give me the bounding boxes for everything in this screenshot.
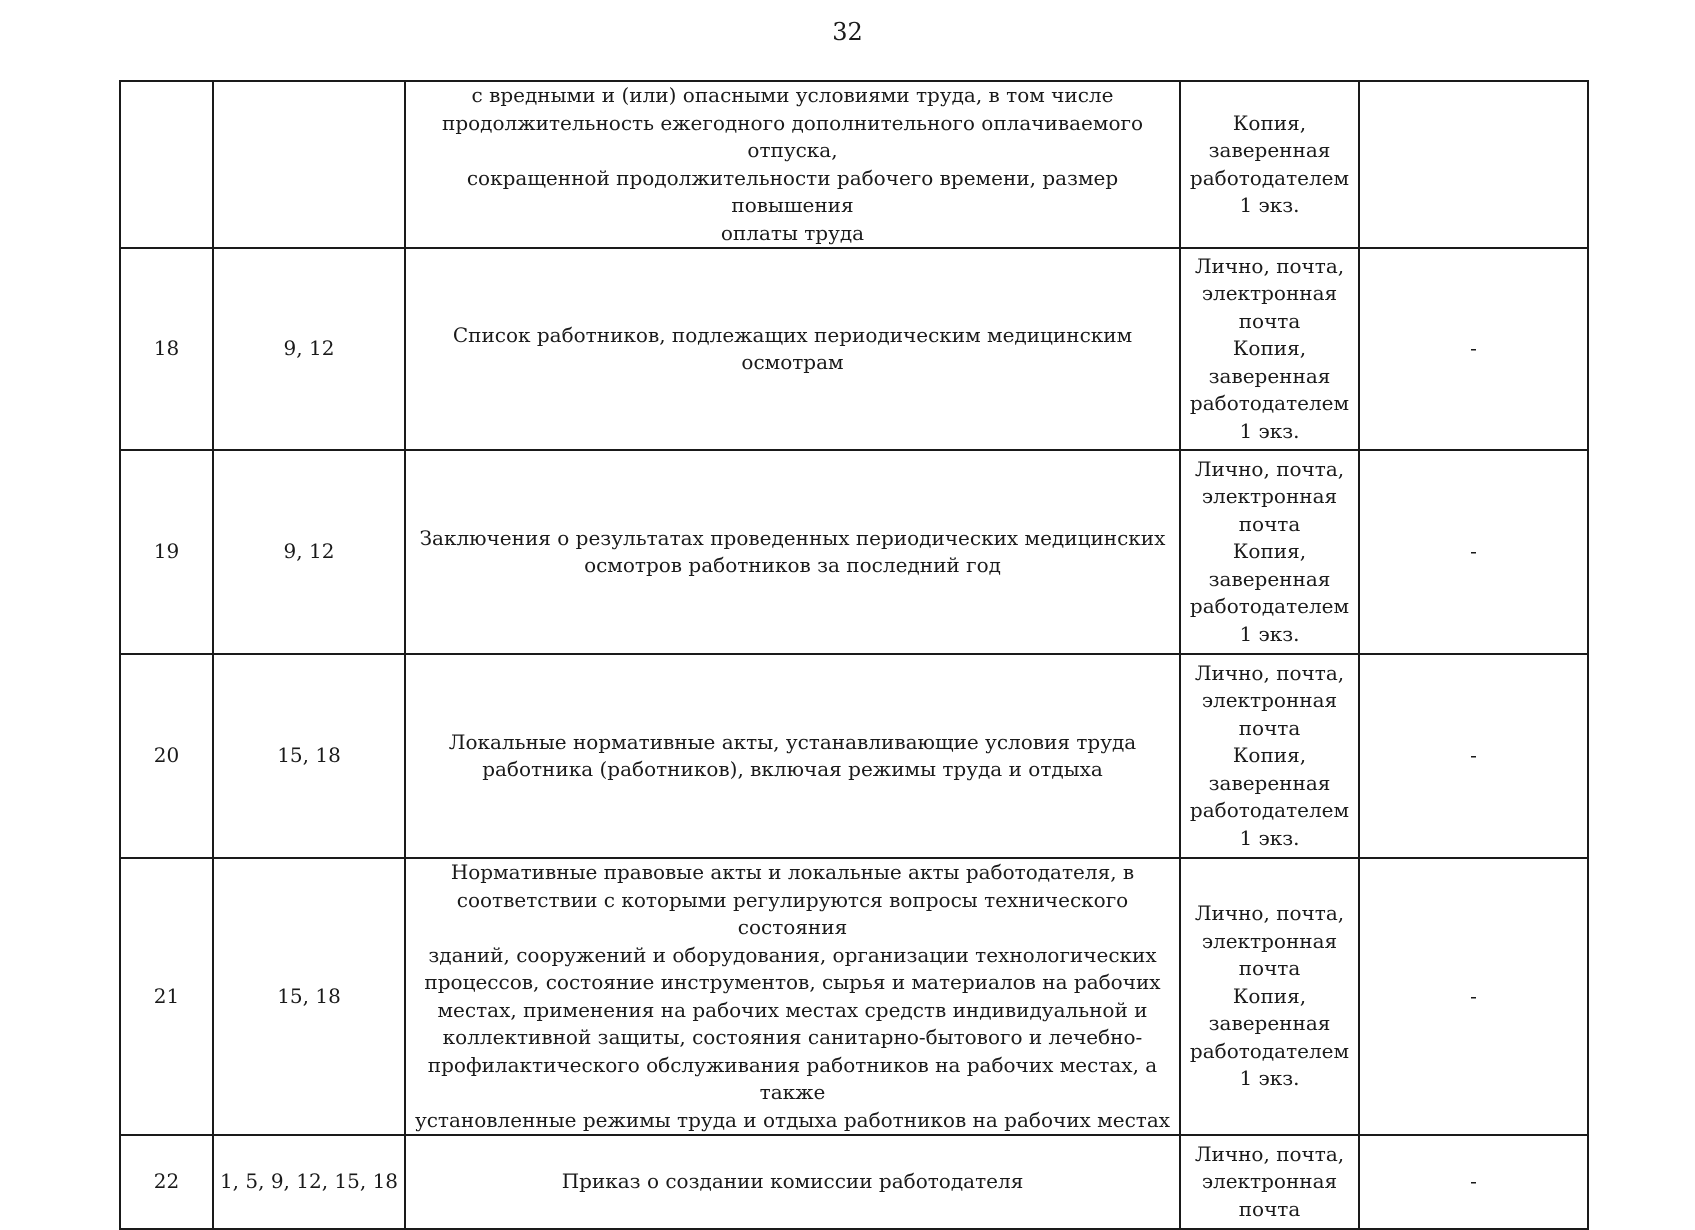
submission-form-cell-line: Копия, [1232,110,1307,135]
requirement-items-cell: 9, 12 [213,248,405,450]
document-name-cell-line: сокращенной продолжительности рабочего времени, размер повышения [466,165,1119,217]
submission-form-cell-line: заверенная [1208,566,1331,591]
submission-form-cell-line: работодателем [1189,798,1350,823]
submission-form-cell-line: электронная [1201,928,1338,953]
document-name-cell-line: осмотров работников за последний год [584,553,1001,577]
document-name-cell-line: Локальные нормативные акты, устанавливающие условия труда [448,729,1137,754]
note-cell: - [1359,858,1588,1135]
submission-form-cell-line: заверенная [1208,770,1331,795]
submission-form-cell [1180,654,1359,858]
document-name-cell-line: оплаты труда [720,220,865,245]
document-name-cell-line: соответствии с которыми регулируются вопросы технического состояния [456,887,1129,939]
page-number: 32 [832,18,863,46]
document-name-cell-line: зданий, сооружений и оборудования, организации технологических [428,942,1157,967]
submission-form-cell-line: электронная [1201,281,1338,306]
table-row [120,858,1588,1135]
document-name-cell-line: работника (работников), включая режимы труда и отдыха [482,757,1103,781]
submission-form-cell-line: 1 экз. [1239,193,1300,217]
note-cell: - [1359,450,1588,654]
table-row [120,248,1588,450]
requirement-items-cell: 15, 18 [213,858,405,1135]
document-name-cell [405,81,1180,248]
document-name-cell [405,450,1180,654]
submission-form-cell-line: Копия, [1232,983,1307,1008]
document-name-cell [405,1135,1180,1229]
document-name-cell-line: коллективной защиты, состояния санитарно-бытового и лечебно- [442,1025,1143,1049]
table-row [120,450,1588,654]
note-cell: - [1359,654,1588,858]
submission-form-cell-line: Копия, [1232,743,1307,768]
document-name-cell [405,654,1180,858]
row-number-cell [120,81,213,248]
table-row [120,81,1588,248]
submission-form-cell-line: электронная [1201,1169,1338,1194]
submission-form-cell-line: 1 экз. [1239,825,1300,850]
submission-form-cell-line: заверенная [1208,138,1331,162]
submission-form-cell-line: заверенная [1208,363,1331,388]
submission-form-cell-line: электронная [1201,484,1338,509]
submission-form-cell [1180,858,1359,1135]
submission-form-cell-line: 1 экз. [1239,1066,1300,1091]
submission-form-cell-line: почта [1238,1196,1301,1221]
documents-table [119,80,1589,1230]
submission-form-cell-line: Лично, почта, [1194,901,1345,926]
row-number-cell: 20 [120,654,213,858]
submission-form-cell-line: работодателем [1189,594,1350,619]
document-name-cell [405,248,1180,450]
document-name-cell-line: профилактического обслуживания работников на рабочих местах, а также [427,1052,1158,1104]
row-number-cell: 19 [120,450,213,654]
submission-form-cell-line: работодателем [1189,165,1350,190]
requirement-items-cell: 15, 18 [213,654,405,858]
submission-form-cell-line: 1 экз. [1239,621,1300,646]
table-row [120,1135,1588,1229]
document-name-cell-line: процессов, состояние инструментов, сырья и материалов на рабочих [424,970,1161,994]
submission-form-cell [1180,1135,1359,1229]
requirement-items-cell: 9, 12 [213,450,405,654]
note-cell [1359,81,1588,248]
document-name-cell-line: установленные режимы труда и отдыха работников на рабочих местах [414,1107,1171,1132]
submission-form-cell-line: 1 экз. [1239,418,1300,443]
row-number-cell: 18 [120,248,213,450]
document-name-cell-line: продолжительность ежегодного дополнительного оплачиваемого отпуска, [441,110,1143,162]
document-name-cell-line: Список работников, подлежащих периодическим медицинским осмотрам [452,322,1133,374]
submission-form-cell [1180,81,1359,248]
submission-form-cell-line: почта [1238,715,1301,740]
submission-form-cell-line: Лично, почта, [1194,660,1345,685]
note-cell: - [1359,1135,1588,1229]
row-number-cell: 21 [120,858,213,1135]
submission-form-cell-line: работодателем [1189,1038,1350,1063]
submission-form-cell-line: почта [1238,511,1301,536]
table-row [120,654,1588,858]
submission-form-cell-line: Лично, почта, [1194,456,1345,481]
submission-form-cell [1180,450,1359,654]
requirement-items-cell [213,81,405,248]
submission-form-cell-line: заверенная [1208,1011,1331,1036]
submission-form-cell-line: почта [1238,956,1301,981]
submission-form-cell [1180,248,1359,450]
submission-form-cell-line: почта [1238,308,1301,333]
document-name-cell-line: Приказ о создании комиссии работодателя [561,1169,1024,1194]
submission-form-cell-line: работодателем [1189,391,1350,416]
document-name-cell-line: Нормативные правовые акты и локальные акты работодателя, в [450,860,1135,884]
requirement-items-cell: 1, 5, 9, 12, 15, 18 [213,1135,405,1229]
document-name-cell-line: с вредными и (или) опасными условиями труда, в том числе [471,83,1114,107]
row-number-cell: 22 [120,1135,213,1229]
submission-form-cell-line: Копия, [1232,336,1307,361]
submission-form-cell-line: Копия, [1232,539,1307,564]
submission-form-cell-line: Лично, почта, [1194,253,1345,278]
note-cell: - [1359,248,1588,450]
submission-form-cell-line: электронная [1201,688,1338,713]
document-name-cell [405,858,1180,1135]
document-name-cell-line: местах, применения на рабочих местах средств индивидуальной и [437,997,1148,1022]
submission-form-cell-line: Лично, почта, [1194,1141,1345,1166]
document-name-cell-line: Заключения о результатах проведенных периодических медицинских [419,525,1166,550]
